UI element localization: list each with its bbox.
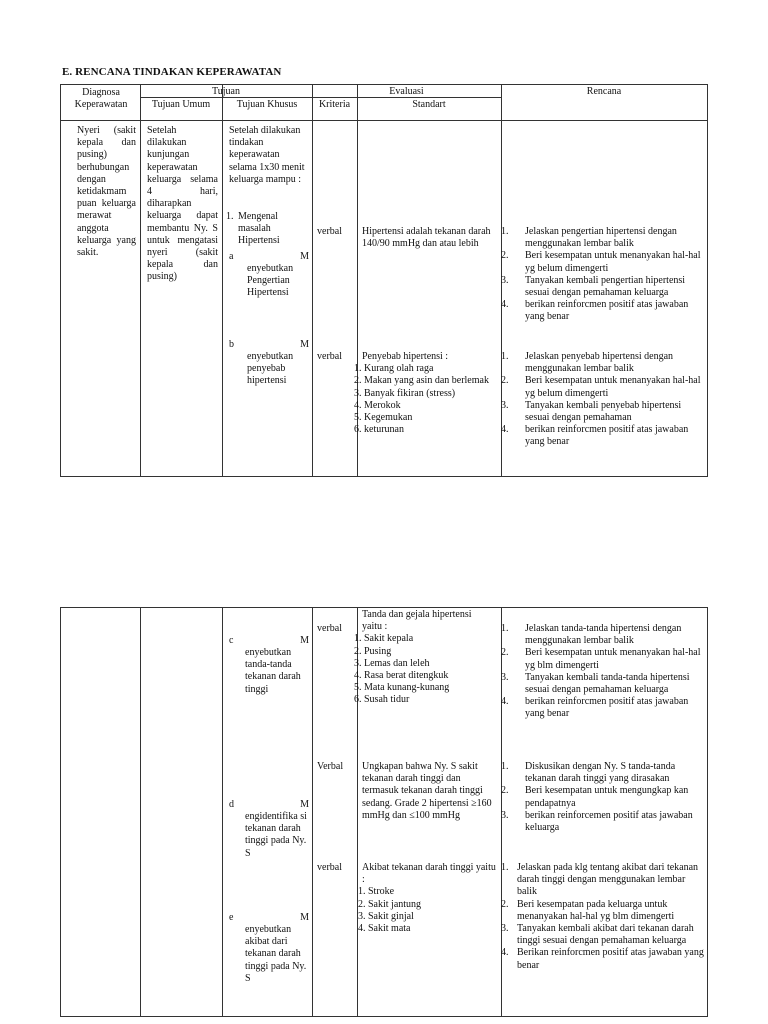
rencana-b-item-number: 2. — [501, 375, 509, 387]
rencana-e-item-text: Berikan reinforcmen positif atas jawaban yang benar — [517, 947, 704, 971]
rencana-b-list — [501, 351, 707, 449]
tujuan-khusus-d — [229, 799, 309, 860]
standart-b-item — [354, 412, 498, 424]
standart-c-item-number: 6. — [354, 694, 362, 706]
standart-e-item-text: Stroke — [368, 886, 395, 898]
standart-e-item-number: 3. — [358, 910, 366, 922]
standart-c-item-text: Lemas dan leleh — [364, 657, 430, 669]
rencana-e-item-text: Jelaskan pada klg tentang akibat dari tekanan darah tinggi dengan menggunakan lembar balik — [517, 862, 699, 898]
standart-b-item-text: Banyak fikiran (stress) — [364, 387, 456, 399]
standart-b-item-number: 2. — [354, 375, 362, 387]
standart-b-item-number: 6. — [354, 424, 362, 436]
standart-b-item-text: Merokok — [364, 399, 401, 411]
standart-b-item-number: 1. — [354, 363, 362, 375]
rencana-e-item-text: Tanyakan kembali akibat dari tekanan darah tinggi sesuai dengan pemahaman keluarga — [517, 923, 694, 947]
rencana-c-item — [501, 623, 707, 647]
tk1-num: 1. — [226, 211, 234, 222]
standart-c-item-text: Rasa berat ditengkuk — [364, 670, 449, 682]
rencana-a-item — [501, 275, 707, 299]
rencana-c-item-number: 3. — [501, 671, 509, 683]
rencana-c-item-number: 1. — [501, 623, 509, 634]
rencana-c-item-number: 4. — [501, 696, 509, 708]
standart-e-item — [358, 923, 498, 935]
rencana-d-item-text: Beri kesempatan untuk mengungkap kan pendapatnya — [525, 785, 689, 809]
rencana-b-item-text: Tanyakan kembali penyebab hipertensi sesuai dengan pemahaman — [525, 399, 682, 424]
standart-b-list — [354, 363, 498, 436]
standart-b-item — [354, 388, 498, 400]
tk-b-letter: b — [229, 339, 234, 350]
rencana-d-item-number: 3. — [501, 809, 509, 821]
rencana-e-item-number: 3. — [501, 923, 509, 935]
rencana-a-item-number: 3. — [501, 274, 509, 286]
diagnosa-text: Nyeri (sakit kepala dan pusing) berhubungan dengan ketidakmam puan keluarga merawat anggota keluarga yang sakit. — [77, 125, 136, 259]
rencana-d-list — [501, 761, 707, 834]
rencana-d-item — [501, 810, 707, 834]
rencana-a-item-text: Beri kesempatan untuk menanyakan hal-hal yg belum dimengerti — [525, 250, 701, 274]
rencana-a-item-number: 4. — [501, 299, 509, 311]
standart-e-item-text: Sakit ginjal — [368, 910, 414, 922]
tujuan-khusus-b — [229, 339, 309, 388]
tujuan-khusus-e — [229, 912, 309, 985]
standart-b-item-text: keturunan — [364, 424, 404, 436]
rencana-c-item — [501, 672, 707, 696]
standart-e-item-text: Sakit mata — [368, 923, 411, 935]
standart-e-item — [358, 886, 498, 898]
standart-e-item — [358, 899, 498, 911]
tk-a-letter: a — [229, 251, 234, 262]
standart-d: Ungkapan bahwa Ny. S sakit tekanan darah tinggi dan termasuk tekanan darah tinggi sedang. Grade 2 hipertensi ≥160 mmHg dan ≤100 mmHg — [362, 761, 492, 821]
rencana-d-item-number: 2. — [501, 785, 509, 797]
rencana-d-item — [501, 785, 707, 809]
rencana-d-item-text: Diskusikan dengan Ny. S tanda-tanda tekanan darah tinggi yang dirasakan — [525, 761, 676, 785]
standart-c-item-number: 2. — [354, 645, 362, 657]
tujuan-khusus-a — [229, 251, 309, 300]
standart-c-item-text: Susah tidur — [364, 694, 410, 706]
header-diagnosa: Diagnosa Keperawatan — [74, 87, 128, 111]
header-rencana: Rencana — [586, 86, 622, 97]
section-heading: E. RENCANA TINDAKAN KEPERAWATAN — [62, 66, 282, 78]
rencana-e-item — [501, 862, 707, 899]
rencana-a-item — [501, 299, 707, 323]
tk-d-letter: d — [229, 799, 234, 810]
standart-b — [354, 351, 498, 436]
rencana-b-item-text: berikan reinforcmen positif atas jawaban yang benar — [525, 424, 689, 448]
standart-e-item-number: 4. — [358, 923, 366, 935]
rencana-c-item-text: Tanyakan kembali tanda-tanda hipertensi sesuai dengan pemahaman keluarga — [525, 671, 690, 696]
rencana-b-item-text: Jelaskan penyebab hipertensi dengan menggunakan lembar balik — [525, 351, 674, 375]
rencana-d-item-number: 1. — [501, 761, 509, 772]
header-kriteria: Kriteria — [318, 99, 351, 110]
standart-c-item-text: Mata kunang-kunang — [364, 682, 450, 694]
standart-c-item — [354, 633, 498, 645]
rencana-c-item-text: Beri kesempatan untuk menanyakan hal-hal yg blm dimengerti — [525, 647, 701, 671]
rencana-b-item-number: 3. — [501, 399, 509, 411]
tk-e-m: M — [300, 912, 309, 923]
rencana-a-item-text: Jelaskan pengertian hipertensi dengan menggunakan lembar balik — [525, 226, 677, 250]
rencana-e-item-text: Beri kesempatan pada keluarga untuk menanyakan hal-hal yg blm dimengerti — [517, 898, 675, 922]
rencana-b-item-number: 4. — [501, 424, 509, 436]
standart-c-item — [354, 658, 498, 670]
rencana-a — [501, 226, 707, 324]
rencana-a-item-number: 2. — [501, 250, 509, 262]
standart-c-item-number: 3. — [354, 657, 362, 669]
tk-d-m: M — [300, 799, 309, 810]
tk-e-letter: e — [229, 912, 234, 923]
rencana-b — [501, 351, 707, 449]
rencana-b-item — [501, 351, 707, 375]
tk-c-m: M — [300, 635, 309, 646]
header-tujuan-khusus: Tujuan Khusus — [236, 99, 298, 110]
kriteria-d: Verbal — [317, 761, 344, 772]
tujuan-khusus-intro: Setelah dilakukan tindakan keperawatan selama 1x30 menit keluarga mampu : — [229, 125, 305, 185]
standart-b-item — [354, 363, 498, 375]
tk1-text: Mengenal masalah Hipertensi — [238, 211, 280, 247]
care-plan-table-1 — [60, 84, 708, 477]
rencana-c-list — [501, 623, 707, 721]
rencana-d — [501, 761, 707, 834]
tk-d-text: engidentifika si tekanan darah tinggi pada Ny. S — [245, 811, 307, 859]
standart-a: Hipertensi adalah tekanan darah 140/90 mmHg dan atau lebih — [362, 226, 491, 250]
standart-c-item-text: Sakit kepala — [364, 633, 414, 645]
tk-e-text: enyebutkan akibat dari tekanan darah tinggi pada Ny. S — [245, 924, 307, 984]
standart-b-item-text: Kegemukan — [364, 412, 413, 424]
rencana-e — [501, 862, 707, 972]
standart-b-item — [354, 424, 498, 436]
standart-c-item — [354, 694, 498, 706]
tk-a-text: enyebutkan Pengertian Hipertensi — [247, 263, 294, 299]
rencana-d-item-text: berikan reinforcemen positif atas jawaban keluarga — [525, 809, 693, 834]
rencana-a-item-text: berikan reinforcmen positif atas jawaban yang benar — [525, 299, 689, 323]
standart-b-item-number: 4. — [354, 399, 362, 411]
standart-e-item-text: Sakit jantung — [368, 898, 422, 910]
standart-c-list — [354, 633, 498, 706]
tk-c-letter: c — [229, 635, 234, 646]
standart-c-item — [354, 682, 498, 694]
header-tujuan-umum: Tujuan Umum — [151, 99, 211, 110]
rencana-e-item — [501, 923, 707, 947]
rencana-c-item-text: Jelaskan tanda-tanda hipertensi dengan menggunakan lembar balik — [525, 623, 682, 647]
standart-b-intro: Penyebab hipertensi : — [362, 351, 449, 362]
kriteria-a: verbal — [317, 226, 342, 237]
standart-c-intro: Tanda dan gejala hipertensi yaitu : — [362, 609, 472, 633]
standart-b-item — [354, 400, 498, 412]
standart-e-intro: Akibat tekanan darah tinggi yaitu : — [362, 862, 496, 886]
rencana-c — [501, 623, 707, 721]
standart-e-item — [358, 911, 498, 923]
rencana-b-item — [501, 375, 707, 399]
standart-e — [358, 862, 498, 935]
tk-c-text: enyebutkan tanda-tanda tekanan darah tinggi — [245, 647, 301, 695]
rencana-a-item-number: 1. — [501, 226, 509, 237]
kriteria-c: verbal — [317, 623, 342, 634]
standart-c-item-number: 1. — [354, 633, 362, 645]
rencana-c-item — [501, 696, 707, 720]
rencana-e-list — [501, 862, 707, 972]
care-plan-table-2 — [60, 607, 708, 1017]
standart-b-item-text: Makan yang asin dan berlemak — [364, 375, 489, 387]
standart-c-item — [354, 670, 498, 682]
rencana-c-item — [501, 647, 707, 671]
standart-b-item-text: Kurang olah raga — [364, 363, 434, 375]
standart-b-item-number: 5. — [354, 412, 362, 424]
rencana-c-item-text: berikan reinforcmen positif atas jawaban yang benar — [525, 696, 689, 720]
standart-c — [354, 609, 498, 707]
rencana-e-item — [501, 899, 707, 923]
header-tujuan: Tujuan — [212, 86, 240, 97]
kriteria-e: verbal — [317, 862, 342, 873]
tk-b-m: M — [300, 339, 309, 350]
standart-e-item-number: 2. — [358, 898, 366, 910]
header-evaluasi: Evaluasi — [389, 86, 424, 97]
tk-b-text: enyebutkan penyebab hipertensi — [247, 351, 294, 387]
rencana-a-list — [501, 226, 707, 324]
rencana-a-item-text: Tanyakan kembali pengertian hipertensi sesuai dengan pemahaman keluarga — [525, 274, 686, 299]
rencana-e-item-number: 1. — [501, 862, 509, 873]
standart-c-item-number: 4. — [354, 670, 362, 682]
standart-b-item — [354, 375, 498, 387]
standart-c-item-text: Pusing — [364, 645, 392, 657]
tujuan-khusus-1 — [226, 211, 310, 248]
standart-e-list — [358, 886, 498, 935]
header-standart: Standart — [412, 99, 446, 110]
standart-c-item-number: 5. — [354, 682, 362, 694]
tujuan-umum-text: Setelah dilakukan kunjungan keperawatan keluarga selama 4 hari, diharapkan keluarga dapat membantu Ny. S untuk mengatasi nyeri (sakit kepala dan pusing) — [147, 125, 218, 283]
tujuan-khusus-c — [229, 635, 309, 696]
rencana-e-item-number: 2. — [501, 898, 509, 910]
kriteria-b: verbal — [317, 351, 342, 362]
rencana-c-item-number: 2. — [501, 647, 509, 659]
rencana-b-item — [501, 400, 707, 424]
rencana-b-item — [501, 424, 707, 448]
standart-c-item — [354, 646, 498, 658]
tk-a-m: M — [300, 251, 309, 262]
rencana-e-item-number: 4. — [501, 947, 509, 959]
rencana-e-item — [501, 947, 707, 971]
rencana-b-item-number: 1. — [501, 351, 509, 362]
rencana-a-item — [501, 226, 707, 250]
rencana-a-item — [501, 250, 707, 274]
standart-b-item-number: 3. — [354, 387, 362, 399]
rencana-d-item — [501, 761, 707, 785]
rencana-b-item-text: Beri kesempatan untuk menanyakan hal-hal yg belum dimengerti — [525, 375, 701, 399]
standart-e-item-number: 1. — [358, 886, 366, 898]
